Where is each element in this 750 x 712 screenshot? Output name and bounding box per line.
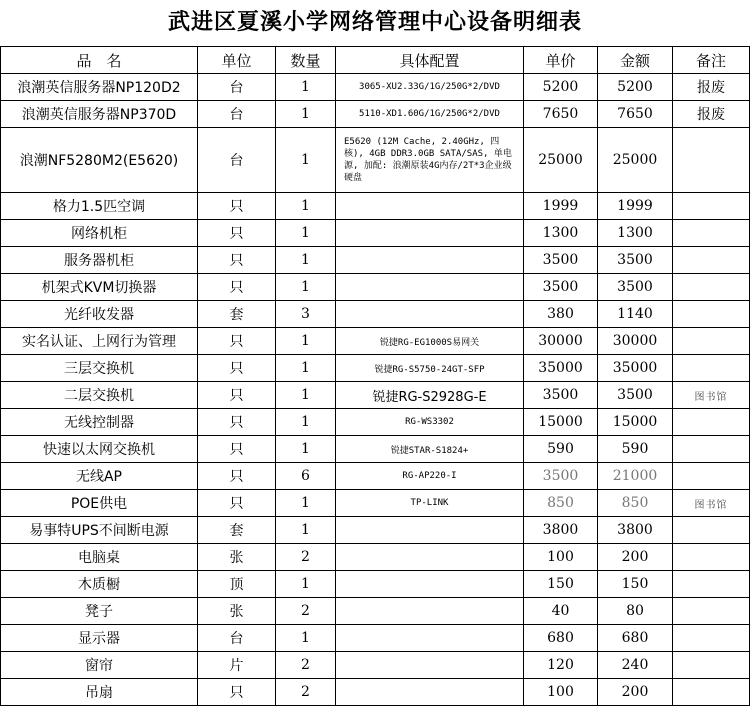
cell-amount: 1300 — [598, 220, 673, 247]
cell-note: 图书馆 — [673, 382, 750, 409]
table-row — [1, 328, 750, 355]
cell-amount: 30000 — [598, 328, 673, 355]
cell-qty: 1 — [276, 436, 336, 463]
cell-name: 无线AP — [1, 463, 198, 490]
cell-qty: 1 — [276, 128, 336, 193]
cell-config — [336, 274, 524, 301]
cell-config: E5620 (12M Cache, 2.40GHz, 四核), 4GB DDR3.0GB SATA/SAS, 单电源, 加配: 浪潮原装4G内存/2T*3企业级硬盘 — [336, 128, 524, 193]
cell-price: 150 — [524, 571, 598, 598]
cell-amount: 15000 — [598, 409, 673, 436]
cell-name: 二层交换机 — [1, 382, 198, 409]
cell-amount: 1140 — [598, 301, 673, 328]
cell-config — [336, 220, 524, 247]
cell-name: 木质橱 — [1, 571, 198, 598]
cell-unit: 只 — [198, 355, 276, 382]
cell-config — [336, 679, 524, 706]
header-qty: 数量 — [276, 47, 336, 74]
cell-unit: 只 — [198, 328, 276, 355]
cell-config: RG-AP220-I — [336, 463, 524, 490]
cell-note — [673, 436, 750, 463]
cell-unit: 台 — [198, 74, 276, 101]
cell-note — [673, 301, 750, 328]
cell-note — [673, 274, 750, 301]
cell-amount: 35000 — [598, 355, 673, 382]
cell-config: 锐捷RG-S2928G-E — [336, 382, 524, 409]
cell-name: POE供电 — [1, 490, 198, 517]
cell-unit: 张 — [198, 544, 276, 571]
cell-price: 100 — [524, 679, 598, 706]
cell-qty: 2 — [276, 544, 336, 571]
cell-qty: 1 — [276, 101, 336, 128]
cell-price: 850 — [524, 490, 598, 517]
table-row — [1, 598, 750, 625]
table-row — [1, 301, 750, 328]
cell-price: 3500 — [524, 463, 598, 490]
table-row — [1, 128, 750, 193]
cell-note — [673, 193, 750, 220]
table-row — [1, 517, 750, 544]
cell-price: 1999 — [524, 193, 598, 220]
cell-qty: 1 — [276, 220, 336, 247]
cell-note — [673, 355, 750, 382]
cell-price: 680 — [524, 625, 598, 652]
cell-note — [673, 517, 750, 544]
cell-note — [673, 652, 750, 679]
cell-config: 5110-XD1.60G/1G/250G*2/DVD — [336, 101, 524, 128]
cell-price: 15000 — [524, 409, 598, 436]
cell-name: 三层交换机 — [1, 355, 198, 382]
cell-config: TP-LINK — [336, 490, 524, 517]
cell-amount: 7650 — [598, 101, 673, 128]
cell-note — [673, 463, 750, 490]
cell-qty: 1 — [276, 74, 336, 101]
cell-config: 3065-XU2.33G/1G/250G*2/DVD — [336, 74, 524, 101]
cell-amount: 200 — [598, 544, 673, 571]
header-price: 单价 — [524, 47, 598, 74]
cell-name: 无线控制器 — [1, 409, 198, 436]
cell-config — [336, 301, 524, 328]
cell-name: 快速以太网交换机 — [1, 436, 198, 463]
cell-unit: 只 — [198, 463, 276, 490]
cell-config: 锐捷RG-S5750-24GT-SFP — [336, 355, 524, 382]
cell-config — [336, 193, 524, 220]
cell-config — [336, 517, 524, 544]
header-amount: 金额 — [598, 47, 673, 74]
cell-name: 浪潮英信服务器NP370D — [1, 101, 198, 128]
table-row — [1, 220, 750, 247]
cell-config: 锐捷RG-EG1000S易网关 — [336, 328, 524, 355]
cell-config — [336, 571, 524, 598]
cell-config — [336, 598, 524, 625]
cell-amount: 680 — [598, 625, 673, 652]
cell-price: 1300 — [524, 220, 598, 247]
table-row — [1, 571, 750, 598]
header-unit: 单位 — [198, 47, 276, 74]
cell-amount: 21000 — [598, 463, 673, 490]
cell-config: RG-WS3302 — [336, 409, 524, 436]
cell-qty: 1 — [276, 247, 336, 274]
cell-price: 5200 — [524, 74, 598, 101]
cell-price: 3800 — [524, 517, 598, 544]
cell-unit: 只 — [198, 247, 276, 274]
cell-price: 120 — [524, 652, 598, 679]
table-row — [1, 247, 750, 274]
cell-note — [673, 128, 750, 193]
cell-name: 实名认证、上网行为管理 — [1, 328, 198, 355]
cell-name: 窗帘 — [1, 652, 198, 679]
cell-unit: 只 — [198, 490, 276, 517]
cell-amount: 240 — [598, 652, 673, 679]
header-note: 备注 — [673, 47, 750, 74]
sheet-title: 武进区夏溪小学网络管理中心设备明细表 — [167, 10, 582, 35]
cell-price: 7650 — [524, 101, 598, 128]
cell-unit: 只 — [198, 382, 276, 409]
cell-qty: 1 — [276, 328, 336, 355]
header-config: 具体配置 — [336, 47, 524, 74]
cell-qty: 1 — [276, 382, 336, 409]
cell-price: 100 — [524, 544, 598, 571]
cell-name: 服务器机柜 — [1, 247, 198, 274]
cell-qty: 1 — [276, 490, 336, 517]
cell-note: 图书馆 — [673, 490, 750, 517]
cell-price: 590 — [524, 436, 598, 463]
cell-config — [336, 652, 524, 679]
cell-amount: 3500 — [598, 274, 673, 301]
cell-name: 光纤收发器 — [1, 301, 198, 328]
cell-price: 35000 — [524, 355, 598, 382]
cell-unit: 只 — [198, 409, 276, 436]
cell-qty: 1 — [276, 409, 336, 436]
cell-amount: 3800 — [598, 517, 673, 544]
table-row — [1, 274, 750, 301]
table-row — [1, 625, 750, 652]
cell-unit: 台 — [198, 128, 276, 193]
cell-name: 浪潮英信服务器NP120D2 — [1, 74, 198, 101]
cell-note — [673, 409, 750, 436]
table-row — [1, 652, 750, 679]
cell-amount: 80 — [598, 598, 673, 625]
cell-price: 40 — [524, 598, 598, 625]
cell-unit: 只 — [198, 193, 276, 220]
cell-unit: 顶 — [198, 571, 276, 598]
cell-qty: 2 — [276, 598, 336, 625]
cell-note — [673, 571, 750, 598]
cell-price: 30000 — [524, 328, 598, 355]
cell-name: 吊扇 — [1, 679, 198, 706]
cell-unit: 台 — [198, 101, 276, 128]
cell-note — [673, 220, 750, 247]
cell-note — [673, 679, 750, 706]
cell-amount: 850 — [598, 490, 673, 517]
cell-price: 3500 — [524, 247, 598, 274]
cell-amount: 150 — [598, 571, 673, 598]
cell-amount: 5200 — [598, 74, 673, 101]
cell-qty: 2 — [276, 679, 336, 706]
cell-qty: 1 — [276, 625, 336, 652]
cell-amount: 25000 — [598, 128, 673, 193]
cell-unit: 只 — [198, 220, 276, 247]
cell-note — [673, 544, 750, 571]
cell-note: 报废 — [673, 74, 750, 101]
cell-qty: 1 — [276, 571, 336, 598]
cell-amount: 590 — [598, 436, 673, 463]
table-row — [1, 409, 750, 436]
header-row — [1, 47, 750, 74]
cell-amount: 1999 — [598, 193, 673, 220]
cell-name: 电脑桌 — [1, 544, 198, 571]
cell-note: 报废 — [673, 101, 750, 128]
cell-price: 25000 — [524, 128, 598, 193]
cell-name: 易事特UPS不间断电源 — [1, 517, 198, 544]
cell-note — [673, 247, 750, 274]
cell-note — [673, 328, 750, 355]
cell-unit: 只 — [198, 679, 276, 706]
cell-qty: 2 — [276, 652, 336, 679]
table-row — [1, 382, 750, 409]
cell-name: 格力1.5匹空调 — [1, 193, 198, 220]
cell-name: 网络机柜 — [1, 220, 198, 247]
cell-note — [673, 625, 750, 652]
cell-config — [336, 247, 524, 274]
cell-name: 显示器 — [1, 625, 198, 652]
cell-config: 锐捷STAR-S1824+ — [336, 436, 524, 463]
cell-amount: 3500 — [598, 382, 673, 409]
table-row — [1, 490, 750, 517]
cell-price: 3500 — [524, 382, 598, 409]
equipment-table — [0, 46, 750, 706]
cell-price: 380 — [524, 301, 598, 328]
cell-name: 机架式KVM切换器 — [1, 274, 198, 301]
table-row — [1, 436, 750, 463]
cell-unit: 套 — [198, 517, 276, 544]
cell-name: 凳子 — [1, 598, 198, 625]
cell-qty: 1 — [276, 193, 336, 220]
cell-config — [336, 625, 524, 652]
table-row — [1, 463, 750, 490]
cell-unit: 台 — [198, 625, 276, 652]
cell-amount: 3500 — [598, 247, 673, 274]
cell-qty: 6 — [276, 463, 336, 490]
cell-unit: 只 — [198, 436, 276, 463]
cell-qty: 1 — [276, 274, 336, 301]
cell-unit: 张 — [198, 598, 276, 625]
table-row — [1, 101, 750, 128]
cell-note — [673, 598, 750, 625]
table-row — [1, 355, 750, 382]
cell-config — [336, 544, 524, 571]
cell-unit: 套 — [198, 301, 276, 328]
cell-name: 浪潮NF5280M2(E5620) — [1, 128, 198, 193]
cell-unit: 只 — [198, 274, 276, 301]
cell-qty: 1 — [276, 355, 336, 382]
table-row — [1, 74, 750, 101]
cell-qty: 1 — [276, 517, 336, 544]
header-name: 品 名 — [1, 47, 198, 74]
table-row — [1, 544, 750, 571]
table-row — [1, 679, 750, 706]
cell-price: 3500 — [524, 274, 598, 301]
cell-unit: 片 — [198, 652, 276, 679]
table-row — [1, 193, 750, 220]
cell-amount: 200 — [598, 679, 673, 706]
cell-qty: 3 — [276, 301, 336, 328]
